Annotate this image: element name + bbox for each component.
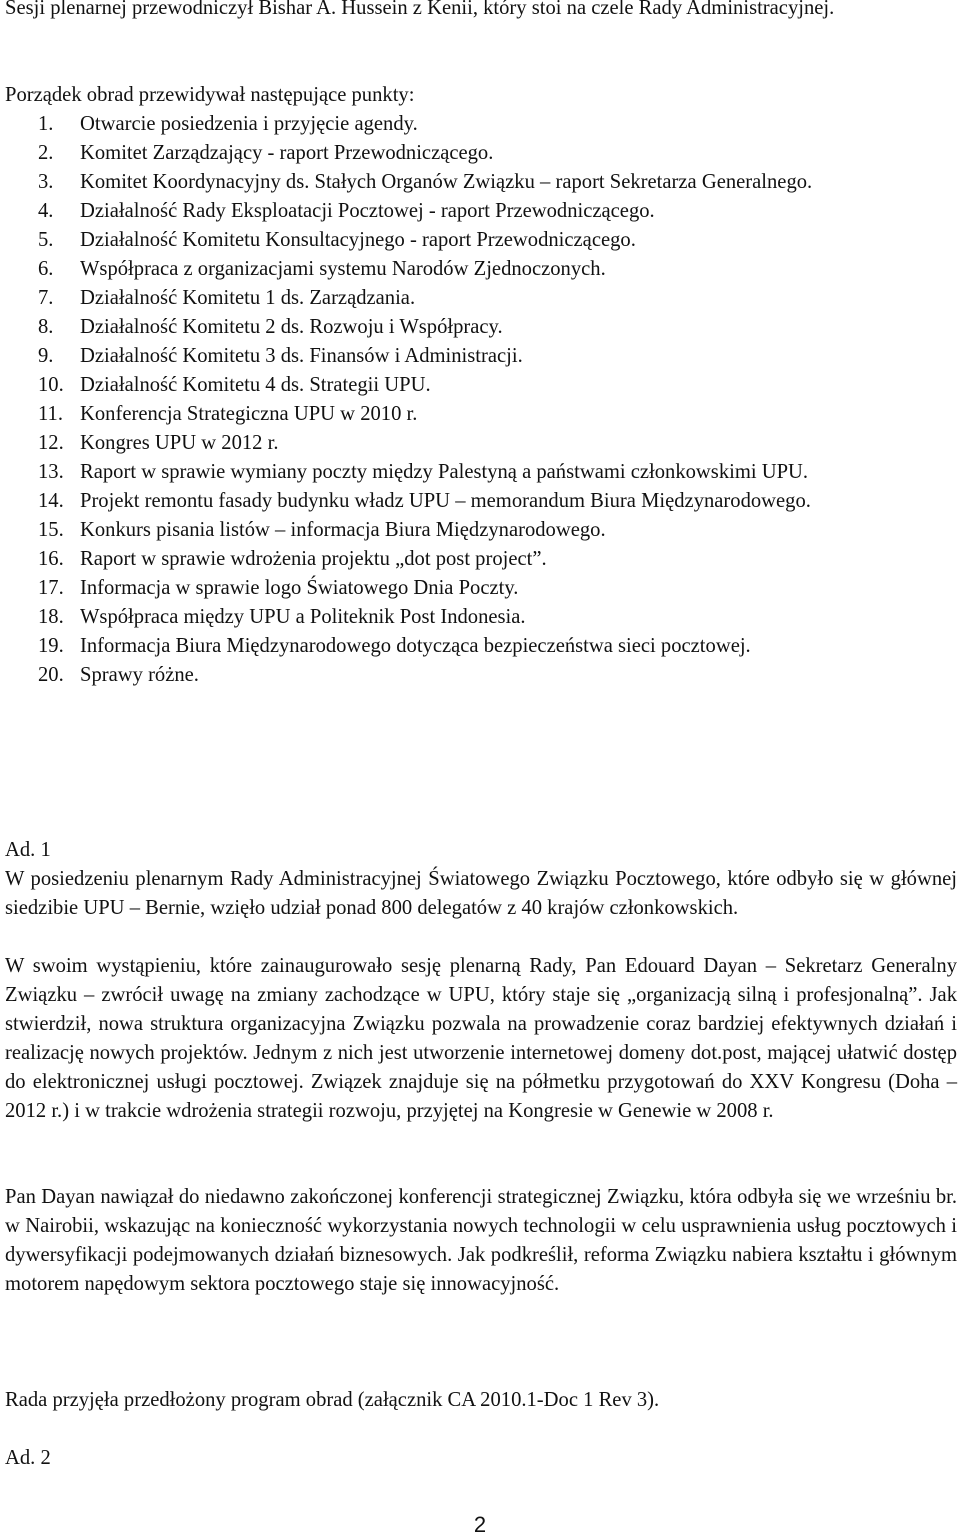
agenda-item	[0, 603, 957, 632]
agenda-item	[0, 110, 957, 139]
agenda-item-text: Otwarcie posiedzenia i przyjęcie agendy.	[80, 113, 418, 135]
agenda-item-text: Kongres UPU w 2012 r.	[80, 432, 279, 454]
agenda-item-number: 3.	[38, 171, 54, 193]
agenda-item-text: Działalność Komitetu 1 ds. Zarządzania.	[80, 287, 416, 309]
agenda-item	[0, 168, 957, 197]
agenda-item	[0, 458, 957, 487]
agenda-item-text: Raport w sprawie wdrożenia projektu „dot post project”.	[80, 548, 547, 570]
intro-paragraph: Sesji plenarnej przewodniczył Bishar A. Hussein z Kenii, który stoi na czele Rady Administracyjnej.	[5, 0, 835, 19]
agenda-item	[0, 545, 957, 574]
agenda-item	[0, 313, 957, 342]
agenda-item-number: 2.	[38, 142, 54, 164]
agenda-item-number: 17.	[38, 577, 64, 599]
agenda-item-text: Informacja Biura Międzynarodowego dotycząca bezpieczeństwa sieci pocztowej.	[80, 635, 751, 657]
agenda-item-number: 7.	[38, 287, 54, 309]
agenda-item-text: Współpraca między UPU a Politeknik Post Indonesia.	[80, 606, 526, 628]
agenda-item-text: Projekt remontu fasady budynku władz UPU – memorandum Biura Międzynarodowego.	[80, 490, 811, 512]
page-number: 2	[473, 1512, 487, 1537]
agenda-item-text: Działalność Komitetu 4 ds. Strategii UPU.	[80, 374, 431, 396]
agenda-item-number: 9.	[38, 345, 54, 367]
agenda-item-text: Działalność Komitetu 3 ds. Finansów i Administracji.	[80, 345, 523, 367]
agenda-item	[0, 284, 957, 313]
agenda-item-text: Konferencja Strategiczna UPU w 2010 r.	[80, 403, 418, 425]
agenda-item	[0, 661, 957, 690]
agenda-item-number: 19.	[38, 635, 64, 657]
agenda-item-text: Współpraca z organizacjami systemu Narodów Zjednoczonych.	[80, 258, 606, 280]
agenda-item-number: 20.	[38, 664, 64, 686]
agenda-list	[0, 110, 957, 690]
agenda-item	[0, 516, 957, 545]
agenda-item	[0, 400, 957, 429]
agenda-item	[0, 197, 957, 226]
agenda-item-number: 5.	[38, 229, 54, 251]
ad1-heading: Ad. 1	[5, 839, 51, 861]
agenda-item	[0, 632, 957, 661]
agenda-item	[0, 574, 957, 603]
agenda-item	[0, 342, 957, 371]
agenda-item-number: 4.	[38, 200, 54, 222]
agenda-item-number: 16.	[38, 548, 64, 570]
agenda-item-text: Informacja w sprawie logo Światowego Dnia Poczty.	[80, 577, 519, 599]
agenda-item-text: Komitet Koordynacyjny ds. Stałych Organów Związku – raport Sekretarza Generalnego.	[80, 171, 813, 193]
agenda-item	[0, 139, 957, 168]
agenda-item-text: Działalność Rady Eksploatacji Pocztowej - raport Przewodniczącego.	[80, 200, 655, 222]
agenda-item	[0, 429, 957, 458]
agenda-item-text: Działalność Komitetu 2 ds. Rozwoju i Współpracy.	[80, 316, 503, 338]
agenda-adoption-note: Rada przyjęła przedłożony program obrad (załącznik CA 2010.1-Doc 1 Rev 3).	[5, 1389, 660, 1411]
ad1-paragraph-2: W swoim wystąpieniu, które zainaugurowało sesję plenarną Rady, Pan Edouard Dayan – Sekretarz Generalny Związku – zwrócił uwagę na zmiany zachodzące w UPU, który staje się „organizacją silną i profesjonalną”. Jak stwierdził, nowa struktura organizacyjna Związku pozwala na prowadzenie coraz bardziej efektywnych działań i realizację nowych projektów. Jednym z nich jest utworzenie internetowej domeny dot.post, mającej ułatwić dostęp do elektronicznej usługi pocztowej. Związek znajduje się na półmetku przygotowań do XXV Kongresu (Doha – 2012 r.) i w trakcie wdrożenia strategii rozwoju, przyjętej na Kongresie w Genewie w 2008 r.	[5, 955, 957, 1122]
agenda-item-text: Raport w sprawie wymiany poczty między Palestyną a państwami członkowskimi UPU.	[80, 461, 809, 483]
agenda-item-number: 10.	[38, 374, 64, 396]
agenda-item-number: 12.	[38, 432, 64, 454]
agenda-item-number: 15.	[38, 519, 64, 541]
agenda-item-number: 18.	[38, 606, 64, 628]
agenda-item-text: Sprawy różne.	[80, 664, 199, 686]
agenda-item	[0, 371, 957, 400]
agenda-lead: Porządek obrad przewidywał następujące punkty:	[5, 84, 415, 106]
ad2-heading: Ad. 2	[5, 1447, 51, 1469]
agenda-item-number: 1.	[38, 113, 54, 135]
agenda-item-number: 11.	[38, 403, 63, 425]
agenda-item-number: 13.	[38, 461, 64, 483]
agenda-item	[0, 255, 957, 284]
agenda-item-text: Konkurs pisania listów – informacja Biura Międzynarodowego.	[80, 519, 606, 541]
agenda-item-number: 8.	[38, 316, 54, 338]
agenda-item-text: Komitet Zarządzający - raport Przewodniczącego.	[80, 142, 494, 164]
agenda-item-number: 14.	[38, 490, 64, 512]
agenda-item-number: 6.	[38, 258, 54, 280]
agenda-item	[0, 226, 957, 255]
agenda-item-text: Działalność Komitetu Konsultacyjnego - raport Przewodniczącego.	[80, 229, 636, 251]
ad1-paragraph-1: W posiedzeniu plenarnym Rady Administracyjnej Światowego Związku Pocztowego, które odbyło się w głównej siedzibie UPU – Bernie, wzięło udział ponad 800 delegatów z 40 krajów członkowskich.	[5, 868, 957, 919]
agenda-item	[0, 487, 957, 516]
ad1-paragraph-3: Pan Dayan nawiązał do niedawno zakończonej konferencji strategicznej Związku, która odbyła się we wrześniu br. w Nairobii, wskazując na konieczność wykorzystania nowych technologii w celu usprawnienia usług pocztowych i dywersyfikacji podejmowanych działań biznesowych. Jak podkreślił, reforma Związku nabiera kształtu i głównym motorem napędowym sektora pocztowego staje się innowacyjność.	[5, 1186, 957, 1295]
